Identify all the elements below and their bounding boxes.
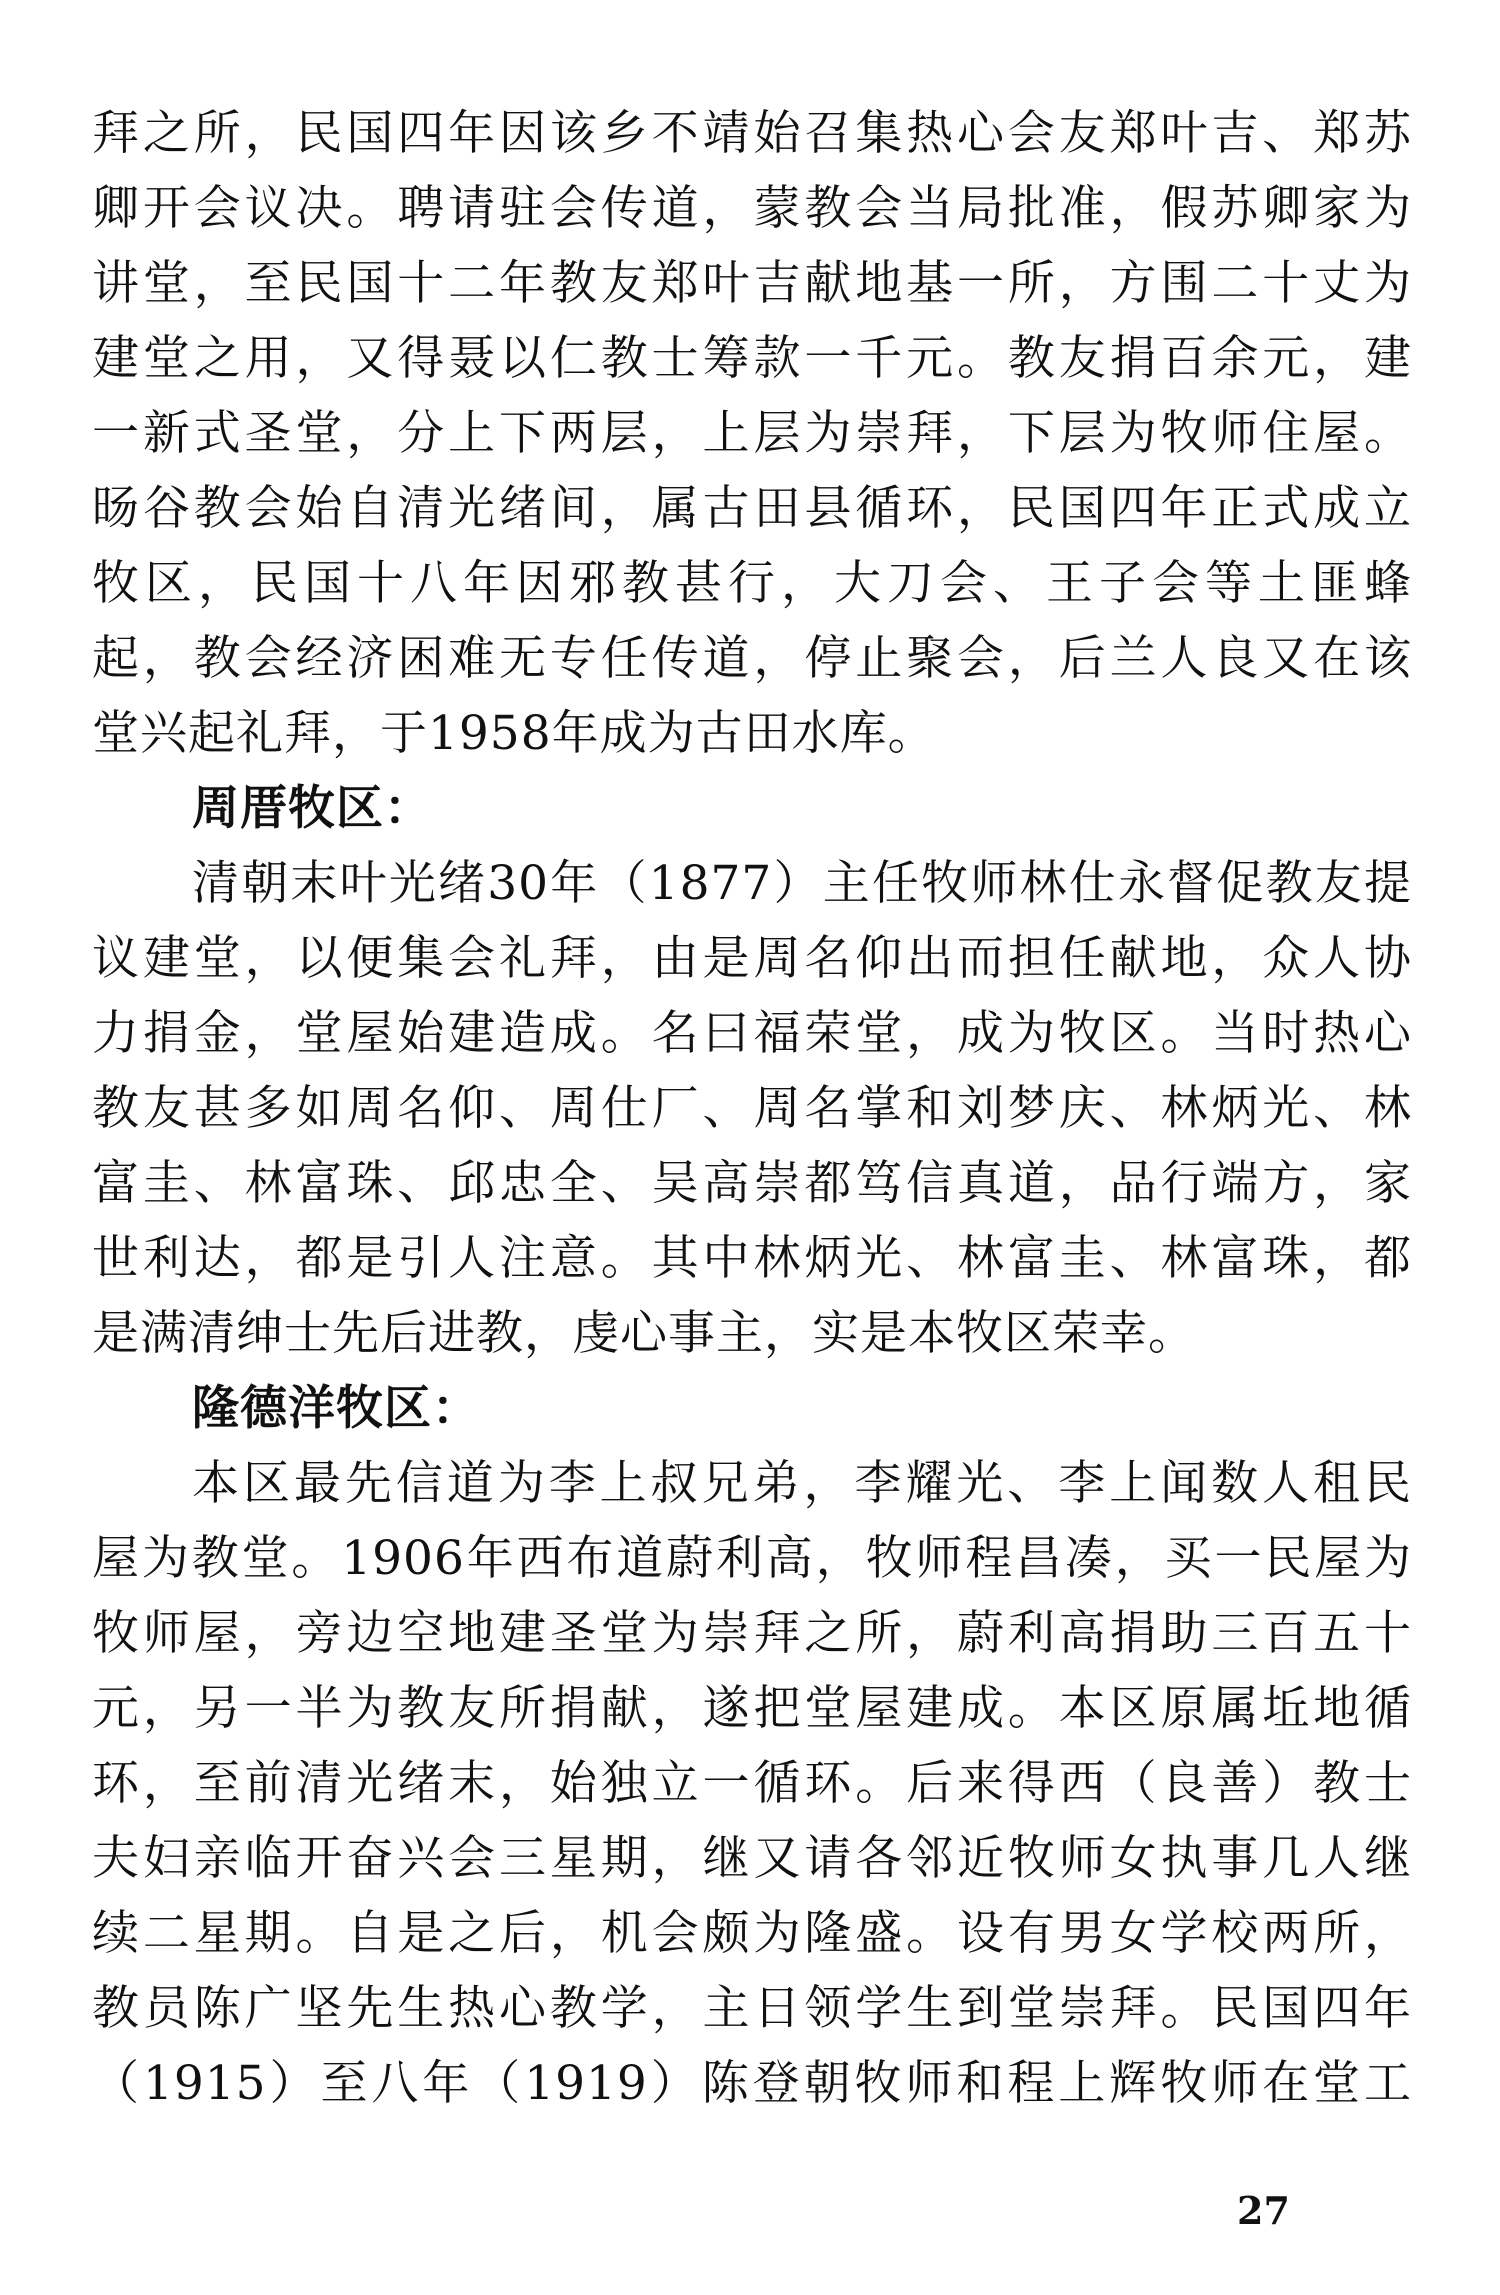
text-line: 本区最先信道为李上叔兄弟，李耀光、李上闻数人租民 — [192, 1456, 1412, 1511]
text-line: 拜之所，民国四年因该乡不靖始召集热心会友郑叶吉、郑苏 — [92, 106, 1412, 161]
text-line: 元，另一半为教友所捐献，遂把堂屋建成。本区原属坵地循 — [92, 1681, 1412, 1736]
page-number: 27 — [1237, 2188, 1290, 2233]
text-line: 力捐金，堂屋始建造成。名曰福荣堂，成为牧区。当时热心 — [92, 1006, 1412, 1061]
text-line: 夫妇亲临开奋兴会三星期，继又请各邻近牧师女执事几人继 — [92, 1831, 1412, 1886]
text-line: 世利达，都是引人注意。其中林炳光、林富圭、林富珠，都 — [92, 1231, 1412, 1286]
text-line: 讲堂，至民国十二年教友郑叶吉献地基一所，方围二十丈为 — [92, 256, 1412, 311]
text-line: 环，至前清光绪末，始独立一循环。后来得西（良善）教士 — [92, 1756, 1412, 1811]
text-line: 卿开会议决。聘请驻会传道，蒙教会当局批准，假苏卿家为 — [92, 181, 1412, 236]
text-line: 堂兴起礼拜，于1958年成为古田水库。 — [92, 706, 936, 761]
text-line: 清朝末叶光绪30年（1877）主任牧师林仕永督促教友提 — [192, 856, 1412, 911]
text-line: 续二星期。自是之后，机会颇为隆盛。设有男女学校两所， — [92, 1906, 1412, 1961]
text-line: 牧区，民国十八年因邪教甚行，大刀会、王子会等土匪蜂 — [92, 556, 1412, 611]
text-line: 屋为教堂。1906年西布道蔚利高，牧师程昌凑，买一民屋为 — [92, 1531, 1412, 1586]
text-line: 起，教会经济困难无专任传道，停止聚会，后兰人良又在该 — [92, 631, 1412, 686]
text-line: 牧师屋，旁边空地建圣堂为崇拜之所，蔚利高捐助三百五十 — [92, 1606, 1412, 1661]
text-line: 富圭、林富珠、邱忠全、吴高崇都笃信真道，品行端方，家 — [92, 1156, 1412, 1211]
section-heading-longdeyang: 隆德洋牧区： — [192, 1381, 480, 1436]
text-line: 旸谷教会始自清光绪间，属古田县循环，民国四年正式成立 — [92, 481, 1412, 536]
text-line: 教员陈广坚先生热心教学，主日领学生到堂崇拜。民国四年 — [92, 1981, 1412, 2036]
text-line: 教友甚多如周名仰、周仕厂、周名掌和刘梦庆、林炳光、林 — [92, 1081, 1412, 1136]
text-line: 议建堂，以便集会礼拜，由是周名仰出而担任献地，众人协 — [92, 931, 1412, 986]
text-line: 是满清绅士先后进教，虔心事主，实是本牧区荣幸。 — [92, 1306, 1196, 1361]
text-line: （1915）至八年（1919）陈登朝牧师和程上辉牧师在堂工 — [92, 2056, 1412, 2111]
document-page — [92, 96, 1412, 2121]
text-line: 一新式圣堂，分上下两层，上层为崇拜，下层为牧师住屋。 — [92, 406, 1412, 461]
section-heading-zhoucuo: 周厝牧区： — [192, 781, 432, 836]
text-line: 建堂之用，又得聂以仁教士筹款一千元。教友捐百余元，建 — [92, 331, 1412, 386]
